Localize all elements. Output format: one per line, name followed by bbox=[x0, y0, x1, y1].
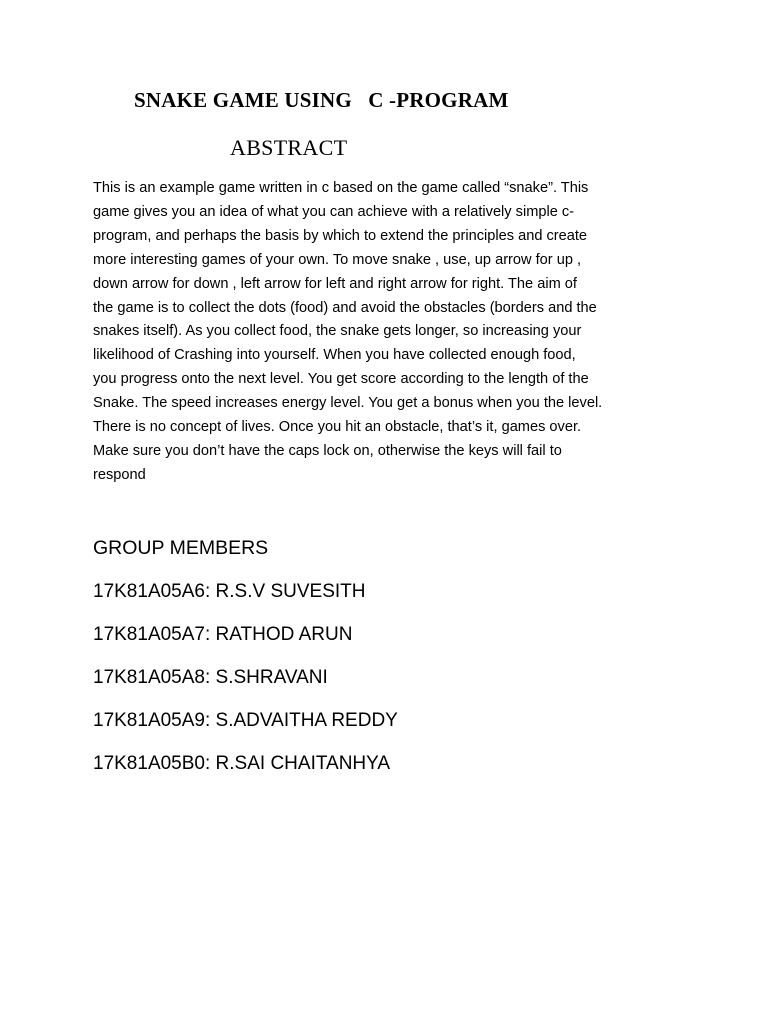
document-title: SNAKE GAME USING C -PROGRAM bbox=[134, 88, 509, 112]
group-member-item: 17K81A05A7: RATHOD ARUN bbox=[93, 624, 353, 645]
abstract-line: you progress onto the next level. You get score according to the length of the bbox=[93, 371, 589, 388]
abstract-paragraph bbox=[93, 177, 683, 488]
abstract-line: snakes itself). As you collect food, the snake gets longer, so increasing your bbox=[93, 323, 582, 340]
abstract-line: Snake. The speed increases energy level. You get a bonus when you the level. bbox=[93, 395, 603, 412]
abstract-line: likelihood of Crashing into yourself. When you have collected enough food, bbox=[93, 347, 576, 364]
abstract-line: Make sure you don’t have the caps lock on, otherwise the keys will fail to bbox=[93, 442, 562, 459]
abstract-line: the game is to collect the dots (food) and avoid the obstacles (borders and the bbox=[93, 299, 597, 316]
abstract-line: game gives you an idea of what you can achieve with a relatively simple c- bbox=[93, 203, 575, 220]
group-member-item: 17K81A05A8: S.SHRAVANI bbox=[93, 667, 328, 688]
group-members-heading: GROUP MEMBERS bbox=[93, 537, 269, 559]
group-members-list bbox=[93, 579, 398, 794]
abstract-line: down arrow for down , left arrow for left and right arrow for right. The aim of bbox=[93, 275, 577, 292]
group-member-item: 17K81A05A6: R.S.V SUVESITH bbox=[93, 581, 366, 602]
abstract-line: more interesting games of your own. To move snake , use, up arrow for up , bbox=[93, 251, 582, 268]
group-member-item: 17K81A05B0: R.SAI CHAITANHYA bbox=[93, 753, 391, 774]
abstract-line: program, and perhaps the basis by which to extend the principles and create bbox=[93, 227, 588, 244]
abstract-heading: ABSTRACT bbox=[230, 135, 348, 160]
group-member-item: 17K81A05A9: S.ADVAITHA REDDY bbox=[93, 710, 398, 731]
abstract-line: There is no concept of lives. Once you hit an obstacle, that’s it, games over. bbox=[93, 419, 582, 436]
abstract-line: respond bbox=[93, 466, 146, 483]
abstract-line: This is an example game written in c based on the game called “snake”. This bbox=[93, 180, 589, 196]
